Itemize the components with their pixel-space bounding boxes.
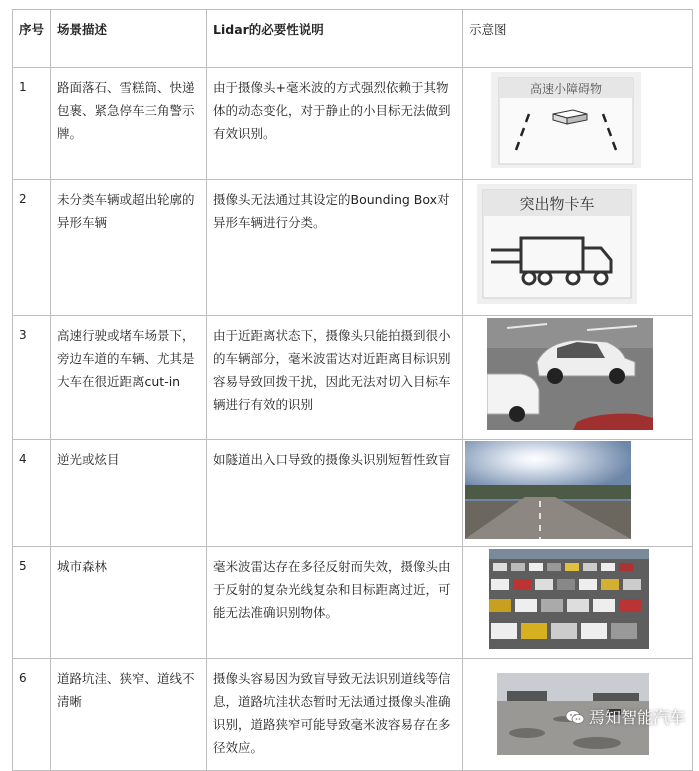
row-scene: 逆光或炫目 xyxy=(51,440,207,547)
row-reason: 如隧道出入口导致的摄像头识别短暂性致盲 xyxy=(207,440,463,547)
row-scene: 路面落石、雪糕筒、快递包裹、紧急停车三角警示牌。 xyxy=(51,68,207,180)
table-header-row xyxy=(13,10,693,68)
row-illustration xyxy=(463,316,693,440)
row-index: 2 xyxy=(13,180,51,316)
row-reason: 由于近距离状态下，摄像头只能拍摄到很小的车辆部分，毫米波雷达对近距离目标识别容易导致回拨干扰，因此无法对切入目标车辆进行有效的识别 xyxy=(207,316,463,440)
table-row xyxy=(13,316,693,440)
wechat-icon xyxy=(565,709,585,725)
table-row xyxy=(13,180,693,316)
row-scene: 未分类车辆或超出轮廓的异形车辆 xyxy=(51,180,207,316)
table-row xyxy=(13,440,693,547)
row-scene: 城市森林 xyxy=(51,547,207,659)
lidar-scenario-table xyxy=(12,9,693,771)
row-reason: 摄像头无法通过其设定的Bounding Box对异形车辆进行分类。 xyxy=(207,180,463,316)
row-index: 3 xyxy=(13,316,51,440)
row-index: 6 xyxy=(13,659,51,771)
car-cut-in-photo-icon xyxy=(487,318,653,430)
road-obstacle-illustration-icon xyxy=(491,70,641,170)
row-scene: 高速行驶或堵车场景下，旁边车道的车辆、尤其是大车在很近距离cut-in xyxy=(51,316,207,440)
row-illustration xyxy=(463,547,693,659)
backlight-road-photo-icon xyxy=(465,441,631,539)
watermark-text: 焉知智能汽车 xyxy=(589,705,685,728)
truck-illustration-icon xyxy=(477,182,637,306)
row-index: 4 xyxy=(13,440,51,547)
row-illustration xyxy=(463,180,693,316)
header-index: 序号 xyxy=(13,10,51,68)
row-illustration xyxy=(463,68,693,180)
row-illustration xyxy=(463,440,693,547)
illustration-label: 突出物卡车 xyxy=(519,195,594,213)
header-scene: 场景描述 xyxy=(51,10,207,68)
header-illustration: 示意图 xyxy=(463,10,693,68)
row-index: 1 xyxy=(13,68,51,180)
row-scene: 道路坑洼、狭窄、道线不清晰 xyxy=(51,659,207,771)
table-row xyxy=(13,547,693,659)
watermark xyxy=(565,705,685,728)
header-reason: Lidar的必要性说明 xyxy=(207,10,463,68)
illustration-label: 高速小障碍物 xyxy=(530,81,602,96)
table-row xyxy=(13,68,693,180)
row-index: 5 xyxy=(13,547,51,659)
traffic-jam-photo-icon xyxy=(489,549,649,649)
row-reason: 毫米波雷达存在多径反射而失效，摄像头由于反射的复杂光线复杂和目标距离过近，可能无法准确识别物体。 xyxy=(207,547,463,659)
row-reason: 由于摄像头+毫米波的方式强烈依赖于其物体的动态变化，对于静止的小目标无法做到有效识别。 xyxy=(207,68,463,180)
row-reason: 摄像头容易因为致盲导致无法识别道线等信息，道路坑洼状态暂时无法通过摄像头准确识别，道路狭窄可能导致毫米波容易存在多径效应。 xyxy=(207,659,463,771)
